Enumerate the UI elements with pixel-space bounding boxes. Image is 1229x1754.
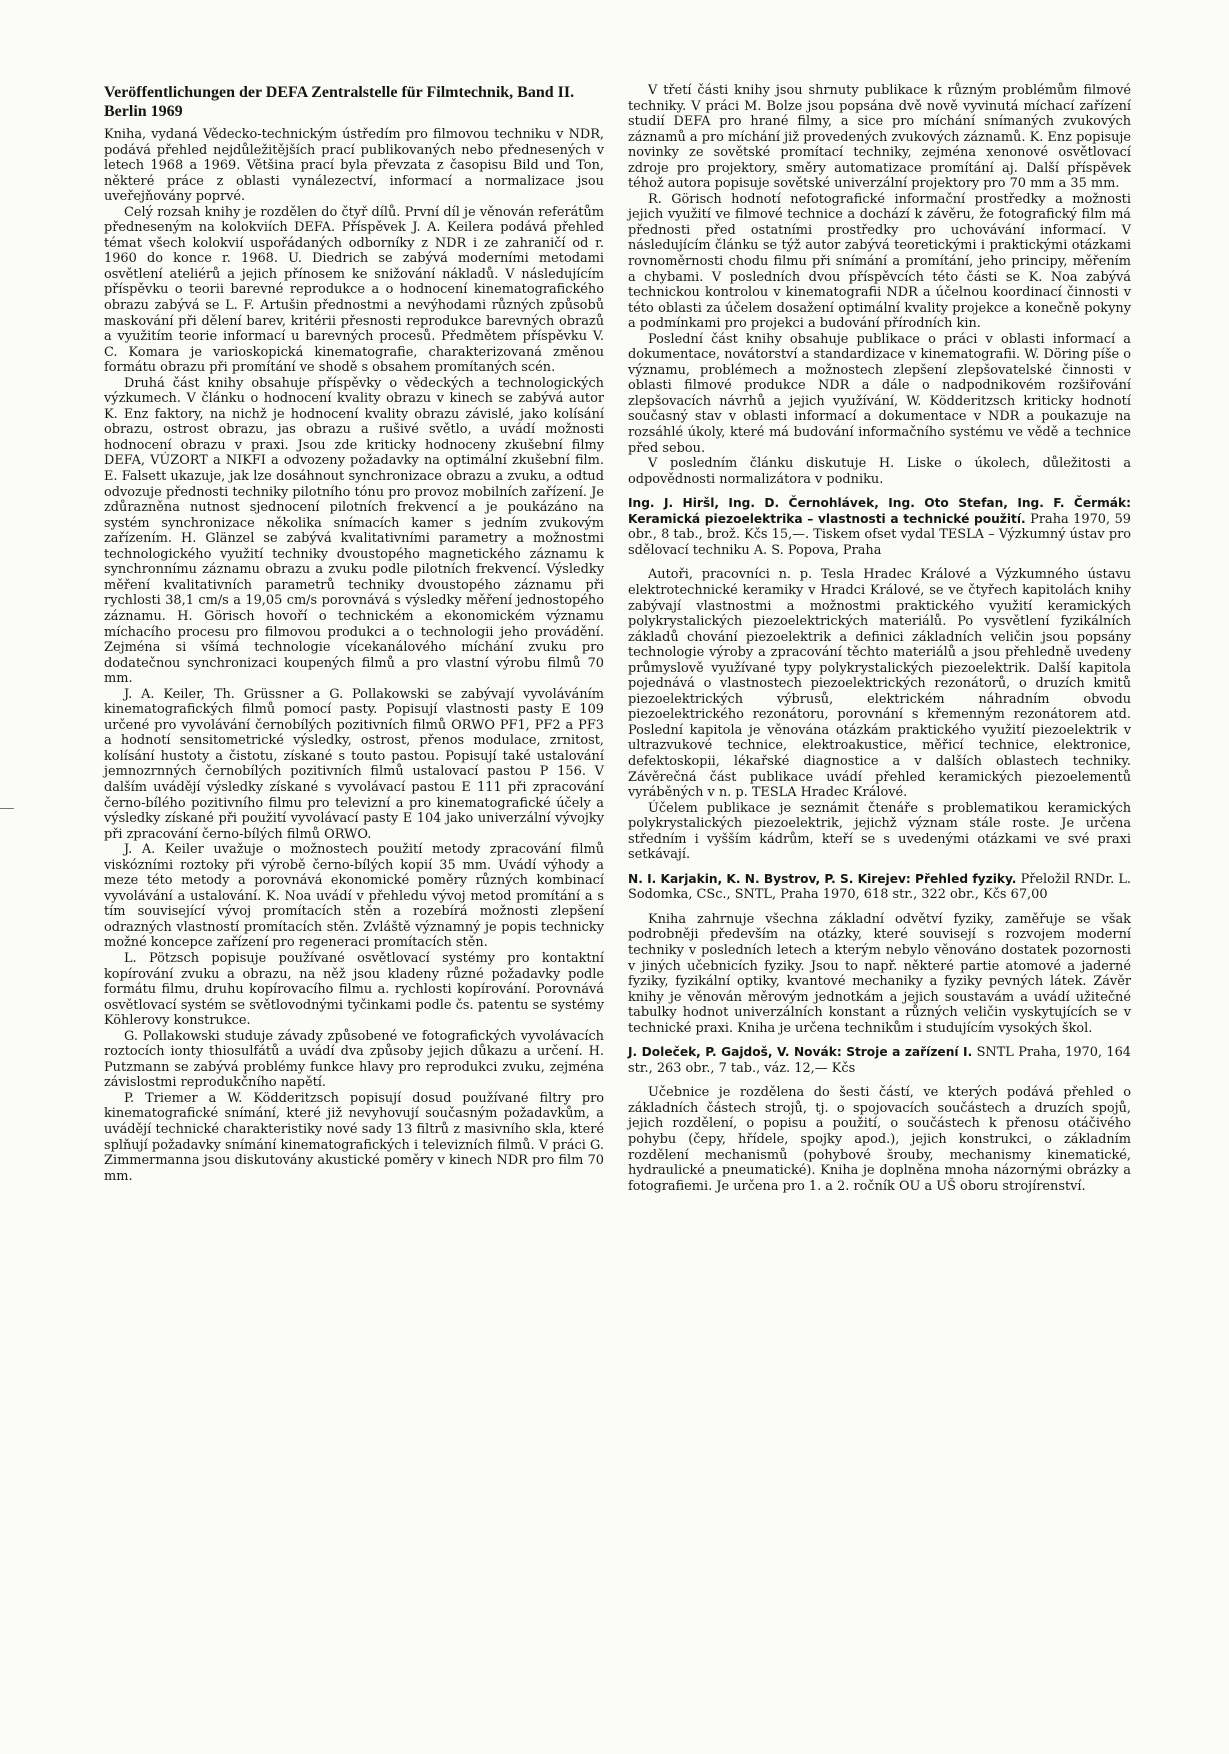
paragraph: L. Pötzsch popisuje používané osvětlovací systémy pro kontaktní kopírování zvuku a obrazu, na něž jsou kladeny různé požadavky podle formátu filmu, druhu kopírovacího filmu a. rychlosti kopírování. Porovnává osvětlovací systém se světlovodnými tyčinkami podle čs. patentu se systémy Köhlerovy konstrukce. xyxy=(104,950,604,1029)
left-column xyxy=(104,83,604,1184)
paragraph: Kniha, vydaná Vědecko-technickým ústředím pro filmovou techniku v NDR, podává přehled nejdůležitějších prací publikovaných nebo přednesených v letech 1968 a 1969. Většina prací byla převzata z časopisu Bild und Ton, některé práce z oblasti vynálezectví, informací a normalizace jsou uveřejňovány poprvé. xyxy=(104,127,604,205)
book-reference-piezoelektrika xyxy=(628,496,1131,558)
paragraph: G. Pollakowski studuje závady způsobené ve fotografických vyvolávacích roztocích ionty thiosulfátů a uvádí dva způsoby jejich důkazu a určení. H. Putzmann se zabývá problémy funkce hlavy pro reprodukci zvuku, zejména závislostmi reprodukčního napětí. xyxy=(104,1028,604,1091)
paragraph: Celý rozsah knihy je rozdělen do čtyř dílů. První díl je věnován referátům předneseným na kolokviích DEFA. Příspěvek J. A. Keilera podává přehled témat všech kolokvií uspořádaných odborníky z NDR i ze zahraničí od r. 1960 do konce r. 1968. U. Diedrich se zabývá moderními metodami osvětlení ateliérů a jejich přínosem ke snižování nákladů. V následujícím příspěvku o teorii barevné reprodukce a o hodnocení kinematografického obrazu zabývá se L. F. Artušin přednostmi a nevýhodami různých způsobů maskování při dělení barev, kritérii přesnosti reprodukce barevných obrazů a využitím teorie informací u barevných procesů. Předmětem příspěvku V. C. Komara je varioskopická kinematografie, charakterizovaná změnou formátu obrazu při promítání ve shodě s obsahem promítaných scén. xyxy=(104,204,604,376)
reference-details: Praha 1970, 59 obr., 8 tab., brož. Kčs 15,—. Tiskem ofset vydal TESLA – Výzkumný ústav pro sdělovací techniku A. S. Popova, Praha xyxy=(628,511,1131,558)
margin-mark xyxy=(0,808,14,809)
reference-details: SNTL Praha, 1970, 164 str., 263 obr., 7 tab., váz. 12,— Kčs xyxy=(628,1045,1131,1076)
paragraph: R. Görisch hodnotí nefotografické informační prostředky a možnosti jejich využití ve filmové technice a dochází k závěru, že fotografický film má přednosti před ostatními prostředky pro uchovávání informací. V následujícím článku se týž autor zabývá teoretickými i praktickými otázkami rovnoměrnosti chodu filmu při snímání a promítání, jeho principy, měřením a chybami. V posledních dvou příspěvcích této části se K. Noa zabývá technickou kontrolou v kinematografii NDR a účelnou koordinací činnosti v této oblasti za účelem dosažení optimální kvality projekce a konečně pokyny a podmínkami pro projekci a budování přírodních kin. xyxy=(628,191,1131,332)
reference-authors-title: J. Doleček, P. Gajdoš, V. Novák: Stroje a zařízení I. xyxy=(628,1045,973,1060)
book-reference-fyzika xyxy=(628,872,1131,903)
paragraph: Kniha zahrnuje všechna základní odvětví fyziky, zaměřuje se však podrobněji především na otázky, které souvisejí s rozvojem moderní techniky v posledních letech a kterým nebylo věnováno dostatek pozornosti v jiných učebnicích fyziky. Jsou to např. některé partie atomové a jaderné fyziky, fyzikální optiky, kvantové mechaniky a fyziky pevných látek. Závěr knihy je věnován měrovým jednotkám a jejich soustavám a uvádí užitečné tabulky hodnot univerzálních konstant a různých veličin vyskytujících se v technické praxi. Kniha je určena technikům i studujícím vysokých škol. xyxy=(628,911,1131,1036)
paragraph: V třetí části knihy jsou shrnuty publikace k různým problémům filmové techniky. V práci M. Bolze jsou popsána dvě nově vyvinutá míchací zařízení studií DEFA pro hrané filmy, a sice pro míchání snímaných zvukových záznamů a pro míchání již provedených zvukových záznamů. K. Enz popisuje novinky ze sovětské promítací techniky, zejména xenonové osvětlovací zdroje pro projektory, směry automatizace promítání aj. Další příspěvek téhož autora popisuje sovětské univerzální projektory pro 70 mm a 35 mm. xyxy=(628,83,1131,192)
reference-details: Přeložil RNDr. L. Sodomka, CSc., SNTL, Praha 1970, 618 str., 322 obr., Kčs 67,00 xyxy=(628,871,1132,903)
right-column xyxy=(628,83,1131,1194)
paragraph: V posledním článku diskutuje H. Liske o úkolech, důležitosti a odpovědnosti normalizátora v podniku. xyxy=(628,456,1131,487)
reference-authors-title: Ing. J. Hiršl, Ing. D. Černohlávek, Ing. Oto Stefan, Ing. F. Čermák: Keramická piezoelektrika – vlastnosti a technické použití. xyxy=(628,496,1131,526)
paragraph: Poslední část knihy obsahuje publikace o práci v oblasti informací a dokumentace, novátorství a standardizace v kinematografii. W. Döring píše o významu, problémech a možnostech zlepšení zlepšovatelské činnosti v oblasti filmové produkce NDR a dále o nadpodnikovém rozšiřování zlepšovacích návrhů a jejich využívání, W. Ködderitzsch kriticky hodnotí současný stav v oblasti informací a dokumentace v NDR a poukazuje na rozsáhlé úkoly, které má budování informačního systému ve vědě a technice před sebou. xyxy=(628,331,1131,456)
paragraph: J. A. Keiler uvažuje o možnostech použití metody zpracování filmů viskózními roztoky při výrobě černo-bílých kopií 35 mm. Uvádí výhody a meze této metody a porovnává ekonomické poměry různých kombinací vyvolávání a ustalování. K. Noa uvádí v přehledu vývoj metod promítání a s tím související vývoj promítacích stěn a rozebírá možnosti zlepšení odrazných vlastností promítacích stěn. Zvláště významný je popis technicky možné koncepce zařízení pro regeneraci promítacích stěn. xyxy=(104,842,604,951)
reference-authors-title: N. I. Karjakin, K. N. Bystrov, P. S. Kirejev: Přehled fyziky. xyxy=(628,871,1017,886)
paragraph: J. A. Keiler, Th. Grüssner a G. Pollakowski se zabývají vyvoláváním kinematografických filmů pomocí pasty. Popisují vlastnosti pasty E 109 určené pro vyvolávání černobílých pozitivních filmů ORWO PF1, PF2 a PF3 a hodnotí sensitometrické výsledky, ostrost, přenos modulace, zrnitost, kolísání hustoty a čistotu, získané s touto pastou. Popisují také ustalování jemnozrnných černobílých pozitivních filmů ustalovací pastou P 156. V dalším uvádějí výsledky získané s vyvolávací pastou E 111 při zpracování černo-bílého pozitivního filmu pro televizní a pro kinematografické účely a výsledky získané při použití vyvolávací pasty E 104 jako univerzální vývojky při zpracování černo-bílých filmů ORWO. xyxy=(104,686,604,842)
paragraph: Účelem publikace je seznámit čtenáře s problematikou keramických polykrystalických piezoelektrik, jejichž význam stále roste. Je určena středním i vyšším kádrům, kteří se s uvedenými otázkami ve své praxi setkávají. xyxy=(628,800,1131,863)
review-title-defa: Veröffentlichungen der DEFA Zentralstelle für Filmtechnik, Band II. Berlin 1969 xyxy=(104,84,575,120)
paragraph: Druhá část knihy obsahuje příspěvky o vědeckých a technologických výzkumech. V článku o hodnocení kvality obrazu v kinech se zabývá autor K. Enz faktory, na nichž je hodnocení kvality obrazu závislé, jako kolísání obrazu, ostrost obrazu, jas obrazu a rušivé světlo, a uvádí možnosti hodnocení obrazu v praxi. Jsou zde kriticky hodnoceny zkušební filmy DEFA, VÚZORT a NIKFI a odvozeny požadavky na optimální zkušební film. E. Falsett ukazuje, jak lze dosáhnout synchronizace obrazu a zvuku, a odtud odvozuje přednosti techniky pilotního tónu pro provoz mobilních zařízení. Je zdůrazněna nutnost sjednocení pilotních frekvencí a je poukázáno na systém synchronizace několika snímacích kamer s jedním zvukovým zařízením. H. Glänzel se zabývá kvalitativními parametry a možnostmi technologického využití techniky dvoustopého magnetického záznamu k synchronnímu záznamu obrazu a zvuku podle pilotních frekvencí. Výsledky měření kvalitativních parametrů techniky dvoustopého záznamu při rychlosti 38,1 cm/s a 19,05 cm/s porovnává s výsledky měření jednostopého záznamu. H. Görisch hovoří o technickém a ekonomickém významu míchacího procesu pro filmovou produkci a o technologii jeho provádění. Zejména si všímá technologie vícekanálového míchání zvuku pro dodatečnou synchronizaci koupených filmů a pro vlastní výrobu filmů 70 mm. xyxy=(104,375,604,687)
paragraph: Učebnice je rozdělena do šesti částí, ve kterých podává přehled o základních částech strojů, tj. o spojovacích součástech a druzích spojů, jejich rozdělení, o popisu a použití, o součástech k přenosu otáčivého pohybu (čepy, hřídele, spojky apod.), jejich konstrukci, o základním rozdělení mechanismů (pohybové šrouby, mechanismy kinematické, hydraulické a pneumatické). Kniha je doplněna mnoha názornými obrázky a fotografiemi. Je určena pro 1. a 2. ročník OU a UŠ oboru strojírenství. xyxy=(628,1085,1131,1194)
paragraph: Autoři, pracovníci n. p. Tesla Hradec Králové a Výzkumného ústavu elektrotechnické keramiky v Hradci Králové, se ve čtyřech kapitolách knihy zabývají vlastnostmi a možnostmi praktického využití keramických polykrystalických piezoelektrických materiálů. Po vysvětlení fyzikálních základů chování piezoelektrik a definici základních veličin jsou popsány technologie výroby a zpracování těchto materiálů a jsou přehledně uvedeny průmyslově využívané typy polykrystalických piezoelektrik. Další kapitola pojednává o vlastnostech piezoelektrických rezonátorů, o druzích kmitů piezoelektrických výbrusů, elektrickém náhradním obvodu piezoelektrického rezonátoru, porovnání s křemenným rezonátorem atd. Poslední kapitola je věnována otázkám praktického využití piezoelektrik v ultrazvukové technice, elektroakustice, měřicí technice, elektronice, defektoskopii, lékařské diagnostice a v dalších oblastech techniky. Závěrečná část publikace uvádí přehled keramických piezoelementů vyráběných v n. p. TESLA Hradec Králové. xyxy=(628,567,1131,801)
book-reference-stroje xyxy=(628,1045,1131,1076)
paragraph: P. Triemer a W. Ködderitzsch popisují dosud používané filtry pro kinematografické snímání, které již nevyhovují současným požadavkům, a uvádějí technické charakteristiky nové sady 13 filtrů z masivního skla, které splňují požadavky snímání kinematografických i televizních filmů. V práci G. Zimmermanna jsou diskutovány akustické poměry v kinech NDR pro film 70 mm. xyxy=(104,1090,604,1184)
